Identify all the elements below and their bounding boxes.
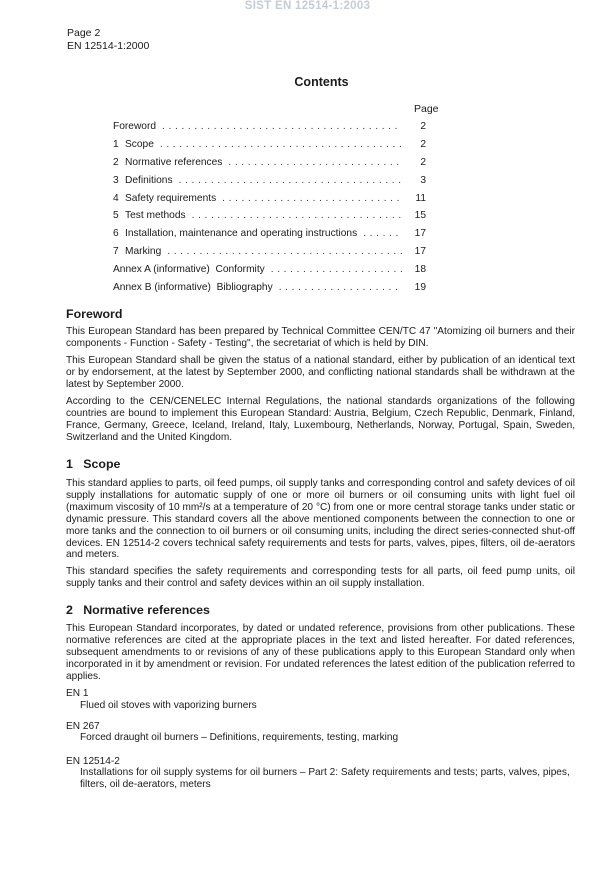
scope-heading: 1 Scope <box>66 457 121 471</box>
toc-label: Normative references <box>125 156 223 168</box>
foreword-paragraph-2: This European Standard shall be given the status of a national standard, either by publication of an identical text or by endorsement, at the latest by September 2000, and conflicting national standards shall be withdrawn at the latest by September 2000. <box>66 355 575 390</box>
toc-page-heading: Page <box>414 103 439 115</box>
toc-leader-dots <box>179 175 402 186</box>
toc-entry-definitions[interactable] <box>113 175 426 193</box>
toc-page-number: 2 <box>420 156 426 168</box>
toc-entry-scope[interactable] <box>113 139 426 157</box>
scope-paragraph-1: This standard applies to parts, oil feed pumps, oil supply tanks and corresponding control and safety devices of oil supply installations for automatic supply of one or more oil burners or oil consuming units with light fuel oil (maximum viscosity of 10 mm²/s at a temperature of 20 °C) from one or more central storage tanks under static or dynamic pressure. This standard covers all the above mentioned components between the connection to one or more tanks and the connection to oil burners or oil consuming units, including the direct series-connected shut-off devices. EN 12514-2 covers technical safety requirements and tests for parts, valves, pipes, filters, oil de-aerators and meters. <box>66 478 575 561</box>
toc-entry-foreword[interactable] <box>113 121 426 139</box>
foreword-paragraph-3: According to the CEN/CENELEC Internal Regulations, the national standards organizations of the following countries are bound to implement this European Standard: Austria, Belgium, Czech Republic, Denmark, Finland, France, Germany, Greece, Iceland, Ireland, Italy, Luxembourg, Netherlands, Norway, Portugal, Spain, Sweden, Switzerland and the United Kingdom. <box>66 396 575 443</box>
reference-id: EN 12514-2 <box>66 756 120 767</box>
reference-id: EN 267 <box>66 721 100 732</box>
toc-label: Installation, maintenance and operating instructions <box>125 228 358 240</box>
reference-title: Forced draught oil burners – Definitions, requirements, testing, marking <box>80 732 399 743</box>
watermark: SIST EN 12514-1:2003 <box>244 0 371 12</box>
toc-label: Foreword <box>113 121 157 132</box>
toc-page-number: 2 <box>420 121 426 132</box>
reference-title: Installations for oil supply systems for oil burners – Part 2: Safety requirements and tests; parts, valves, pipes, filters, oil de-aerators, meters <box>80 767 570 790</box>
toc-entry-annex-a[interactable] <box>113 264 426 282</box>
toc-leader-dots <box>160 139 402 150</box>
toc-label: Definitions <box>125 174 173 186</box>
toc-number: 6 <box>113 228 119 240</box>
toc-label: Safety requirements <box>125 192 217 204</box>
toc-entry-marking[interactable] <box>113 246 426 264</box>
toc-entry-normative-references[interactable] <box>113 157 426 175</box>
toc-number: 3 <box>113 174 119 186</box>
toc-page-number: 18 <box>414 264 426 276</box>
toc-number: 4 <box>113 192 119 204</box>
toc-page-number: 19 <box>414 282 426 294</box>
toc-leader-dots <box>192 210 402 221</box>
toc-label: Scope <box>125 138 154 150</box>
toc-label: Annex A (informative) Conformity <box>113 264 265 276</box>
toc-page-number: 11 <box>415 192 426 204</box>
toc-page-number: 17 <box>414 228 426 240</box>
toc-page-number: 2 <box>420 138 426 150</box>
toc-leader-dots <box>363 228 402 239</box>
toc-leader-dots <box>222 193 402 204</box>
toc-leader-dots <box>167 246 402 257</box>
document-id: EN 12514-1:2000 <box>67 39 150 52</box>
toc-number: 2 <box>113 156 119 168</box>
toc-number: 7 <box>113 246 119 258</box>
scope-paragraph-2: This standard specifies the safety requirements and corresponding tests for all parts, oil feed pump units, oil supply tanks and their control and safety devices within an oil supply installation. <box>66 566 575 589</box>
reference-id: EN 1 <box>66 688 89 699</box>
table-of-contents <box>113 121 426 300</box>
toc-label: Marking <box>125 246 162 258</box>
toc-number: 1 <box>113 138 119 150</box>
toc-entry-installation[interactable] <box>113 228 426 246</box>
toc-page-number: 15 <box>414 210 426 222</box>
toc-label: Test methods <box>125 210 186 222</box>
toc-page-number: 17 <box>414 246 426 258</box>
page-number: Page 2 <box>67 27 101 39</box>
page-header <box>67 27 149 52</box>
contents-title: Contents <box>294 75 349 89</box>
toc-leader-dots <box>279 282 402 293</box>
toc-entry-annex-b[interactable] <box>113 282 426 300</box>
toc-entry-test-methods[interactable] <box>113 210 426 228</box>
normative-references-paragraph: This European Standard incorporates, by dated or undated reference, provisions from other publications. These normative references are cited at the appropriate places in the text and listed hereafter. For dated references, subsequent amendments to or revisions of any of these publications apply to this European Standard only when incorporated in it by amendment or revision. For undated references the latest edition of the publication referred to applies. <box>66 623 575 682</box>
toc-leader-dots <box>228 157 402 168</box>
toc-leader-dots <box>162 121 402 132</box>
normative-references-heading: 2 Normative references <box>66 603 210 617</box>
toc-entry-safety-requirements[interactable] <box>113 193 426 211</box>
toc-label: Annex B (informative) Bibliography <box>113 282 273 294</box>
foreword-paragraph-1: This European Standard has been prepared by Technical Committee CEN/TC 47 "Atomizing oil burners and their components - Function - Safety - Testing", the secretariat of which is held by DIN. <box>66 326 575 349</box>
toc-number: 5 <box>113 210 119 222</box>
toc-page-number: 3 <box>420 174 426 186</box>
toc-leader-dots <box>271 264 402 275</box>
reference-title: Flued oil stoves with vaporizing burners <box>80 700 257 711</box>
foreword-heading: Foreword <box>66 307 123 321</box>
